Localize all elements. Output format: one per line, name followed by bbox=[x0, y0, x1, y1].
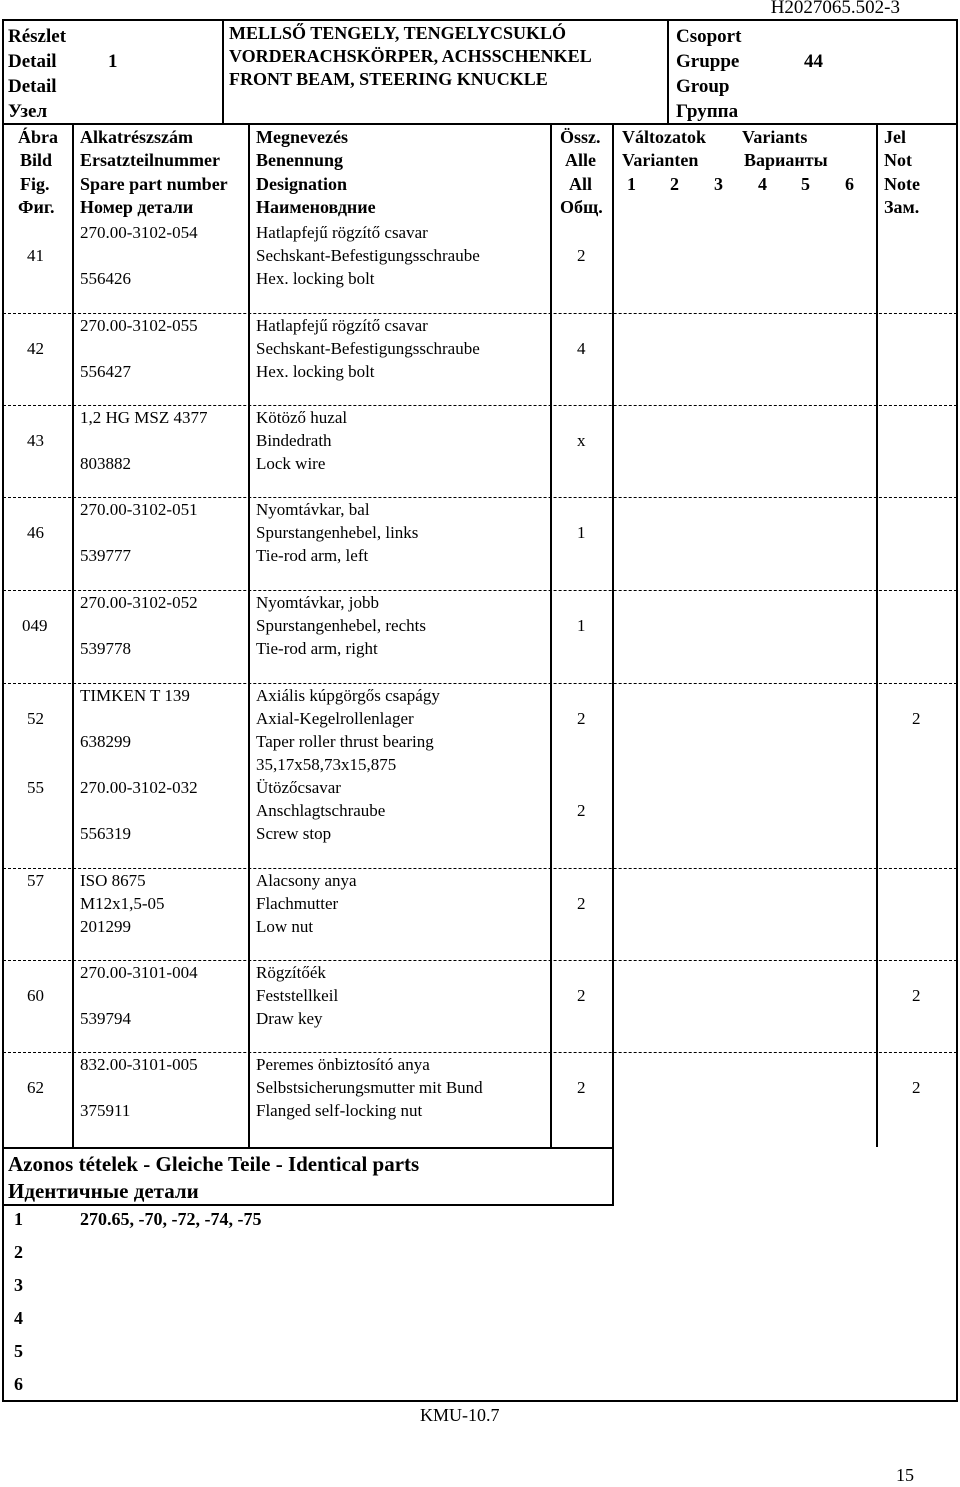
variant-number: 6 bbox=[845, 174, 854, 194]
col-line-name bbox=[550, 123, 552, 1147]
identical-box-bottom bbox=[2, 1204, 614, 1206]
row-note: 2 bbox=[912, 1078, 921, 1097]
row-designation: Hex. locking bolt bbox=[256, 269, 375, 288]
row-designation: Nyomtávkar, bal bbox=[256, 500, 370, 519]
row-designation: Tie-rod arm, right bbox=[256, 639, 378, 658]
row-designation: Lock wire bbox=[256, 454, 326, 473]
col-qty-en: All bbox=[569, 174, 593, 194]
col-fig-hu: Ábra bbox=[18, 127, 58, 147]
group-label-en: Group bbox=[676, 76, 730, 97]
row-part-number: 201299 bbox=[80, 917, 131, 936]
header-divider bbox=[2, 123, 958, 125]
col-qty-de: Alle bbox=[565, 150, 596, 170]
col-qty-hu: Össz. bbox=[560, 127, 601, 147]
title-right-border bbox=[667, 19, 669, 125]
identical-title-ru: Идентичные детали bbox=[8, 1179, 199, 1203]
frame-left bbox=[2, 19, 4, 1402]
col-note-de: Not bbox=[884, 150, 912, 170]
row-fig: 43 bbox=[27, 431, 44, 450]
row-part-number: 375911 bbox=[80, 1101, 131, 1120]
row-part-number: 556427 bbox=[80, 362, 131, 381]
row-part-number: 1,2 HG MSZ 4377 bbox=[80, 408, 208, 427]
row-part-number: 556319 bbox=[80, 824, 131, 843]
detail-label-hu: Részlet bbox=[8, 26, 67, 47]
identical-item-number: 6 bbox=[14, 1374, 23, 1394]
col-fig-ru: Фиг. bbox=[18, 197, 55, 217]
row-fig: 46 bbox=[27, 523, 44, 542]
detail-number: 1 bbox=[108, 51, 118, 72]
row-designation: Hatlapfejű rögzítő csavar bbox=[256, 316, 428, 335]
row-part-number: 270.00-3102-032 bbox=[80, 778, 198, 797]
row-separator bbox=[3, 868, 957, 869]
row-designation: Spurstangenhebel, links bbox=[256, 523, 419, 542]
row-part-number: ISO 8675 bbox=[80, 871, 146, 890]
col-variants-hu: Változatok bbox=[622, 127, 706, 147]
title-de: VORDERACHSKÖRPER, ACHSSCHENKEL bbox=[229, 46, 592, 66]
row-designation: Axiális kúpgörgős csapágy bbox=[256, 686, 440, 705]
row-fig: 57 bbox=[27, 871, 44, 890]
row-designation: Anschlagtschraube bbox=[256, 801, 386, 820]
row-part-number: 270.00-3102-051 bbox=[80, 500, 198, 519]
row-quantity: 2 bbox=[577, 709, 586, 728]
row-part-number: 270.00-3102-054 bbox=[80, 223, 198, 242]
row-quantity: 4 bbox=[577, 339, 586, 358]
identical-item-number: 5 bbox=[14, 1341, 23, 1361]
title-en: FRONT BEAM, STEERING KNUCKLE bbox=[229, 69, 548, 89]
row-part-number: 539777 bbox=[80, 546, 131, 565]
page-number: 15 bbox=[896, 1465, 914, 1485]
row-fig: 60 bbox=[27, 986, 44, 1005]
row-designation: Ütözőcsavar bbox=[256, 778, 341, 797]
identical-box-top bbox=[2, 1147, 614, 1149]
row-quantity: 2 bbox=[577, 1078, 586, 1097]
row-quantity: 1 bbox=[577, 616, 586, 635]
row-designation: Feststellkeil bbox=[256, 986, 339, 1005]
row-fig: 55 bbox=[27, 778, 44, 797]
row-designation: Rögzítőék bbox=[256, 963, 326, 982]
row-quantity: 2 bbox=[577, 246, 586, 265]
variant-number: 2 bbox=[670, 174, 679, 194]
col-part-de: Ersatzteilnummer bbox=[80, 150, 220, 170]
row-designation: Tie-rod arm, left bbox=[256, 546, 369, 565]
group-label-hu: Csoport bbox=[676, 26, 742, 47]
col-name-hu: Megnevezés bbox=[256, 127, 348, 147]
variant-number: 1 bbox=[627, 174, 636, 194]
row-fig: 62 bbox=[27, 1078, 44, 1097]
row-designation: Draw key bbox=[256, 1009, 323, 1028]
row-note: 2 bbox=[912, 986, 921, 1005]
col-note-ru: Зам. bbox=[884, 197, 920, 217]
group-number: 44 bbox=[804, 51, 823, 72]
row-fig: 52 bbox=[27, 709, 44, 728]
row-designation: Flachmutter bbox=[256, 894, 339, 913]
detail-label-en: Detail bbox=[8, 76, 57, 97]
row-designation: Selbstsicherungsmutter mit Bund bbox=[256, 1078, 483, 1097]
row-part-number: 539794 bbox=[80, 1009, 131, 1028]
row-part-number: 539778 bbox=[80, 639, 131, 658]
row-part-number: 556426 bbox=[80, 269, 131, 288]
col-variants-en: Variants bbox=[742, 127, 808, 147]
col-line-part bbox=[248, 123, 250, 1147]
row-quantity: 1 bbox=[577, 523, 586, 542]
col-line-qty bbox=[612, 123, 614, 1206]
row-part-number: 832.00-3101-005 bbox=[80, 1055, 198, 1074]
col-name-de: Benennung bbox=[256, 150, 344, 170]
variant-number: 5 bbox=[801, 174, 810, 194]
title-left-border bbox=[222, 19, 224, 125]
row-part-number: 803882 bbox=[80, 454, 131, 473]
identical-item-number: 3 bbox=[14, 1275, 23, 1295]
row-designation: Alacsony anya bbox=[256, 871, 357, 890]
row-fig: 42 bbox=[27, 339, 44, 358]
row-quantity: 2 bbox=[577, 894, 586, 913]
col-note-hu: Jel bbox=[884, 127, 906, 147]
col-variants-de: Varianten bbox=[622, 150, 699, 170]
col-note-en: Note bbox=[884, 174, 920, 194]
col-qty-ru: Общ. bbox=[560, 197, 603, 217]
group-label-ru: Группа bbox=[676, 101, 739, 122]
row-designation: Sechskant-Befestigungsschraube bbox=[256, 246, 480, 265]
identical-item-number: 4 bbox=[14, 1308, 23, 1328]
row-designation: Taper roller thrust bearing bbox=[256, 732, 434, 751]
col-part-en: Spare part number bbox=[80, 174, 228, 194]
row-part-number: M12x1,5-05 bbox=[80, 894, 165, 913]
row-designation: Low nut bbox=[256, 917, 314, 936]
detail-label-de: Detail bbox=[8, 51, 57, 72]
col-name-en: Designation bbox=[256, 174, 348, 194]
col-fig-de: Bild bbox=[20, 150, 53, 170]
identical-item-number: 1 bbox=[14, 1209, 23, 1229]
col-part-ru: Номер детали bbox=[80, 197, 194, 217]
row-designation: Axial-Kegelrollenlager bbox=[256, 709, 414, 728]
row-designation: Screw stop bbox=[256, 824, 332, 843]
row-designation: Hatlapfejű rögzítő csavar bbox=[256, 223, 428, 242]
row-part-number: 638299 bbox=[80, 732, 131, 751]
row-part-number: 270.00-3101-004 bbox=[80, 963, 198, 982]
row-designation: 35,17x58,73x15,875 bbox=[256, 755, 397, 774]
row-designation: Sechskant-Befestigungsschraube bbox=[256, 339, 480, 358]
variant-number: 4 bbox=[758, 174, 767, 194]
frame-right bbox=[956, 19, 958, 1402]
title-hu: MELLSŐ TENGELY, TENGELYCSUKLÓ bbox=[229, 23, 566, 43]
row-note: 2 bbox=[912, 709, 921, 728]
col-part-hu: Alkatrészszám bbox=[80, 127, 193, 147]
col-fig-en: Fig. bbox=[20, 174, 50, 194]
row-quantity: x bbox=[577, 431, 586, 450]
row-quantity: 2 bbox=[577, 801, 586, 820]
row-designation: Spurstangenhebel, rechts bbox=[256, 616, 426, 635]
variant-number: 3 bbox=[714, 174, 723, 194]
row-part-number: 270.00-3102-055 bbox=[80, 316, 198, 335]
row-designation: Flanged self-locking nut bbox=[256, 1101, 423, 1120]
detail-label-ru: Узел bbox=[8, 101, 48, 122]
row-fig: 049 bbox=[22, 616, 48, 635]
row-designation: Peremes önbiztosító anya bbox=[256, 1055, 430, 1074]
row-designation: Hex. locking bolt bbox=[256, 362, 375, 381]
row-fig: 41 bbox=[27, 246, 44, 265]
row-designation: Kötöző huzal bbox=[256, 408, 348, 427]
identical-item-number: 2 bbox=[14, 1242, 23, 1262]
frame-top bbox=[2, 19, 958, 21]
identical-title: Azonos tételek - Gleiche Teile - Identical parts bbox=[8, 1152, 420, 1176]
footer-code: KMU-10.7 bbox=[420, 1405, 500, 1425]
row-designation: Nyomtávkar, jobb bbox=[256, 593, 380, 612]
col-line-fig bbox=[72, 123, 74, 1147]
row-part-number: 270.00-3102-052 bbox=[80, 593, 198, 612]
group-label-de: Gruppe bbox=[676, 51, 740, 72]
col-variants-ru: Варианты bbox=[744, 150, 828, 170]
row-designation: Bindedrath bbox=[256, 431, 332, 450]
identical-item-value: 270.65, -70, -72, -74, -75 bbox=[80, 1209, 262, 1229]
doc-code: H2027065.502-3 bbox=[770, 0, 900, 18]
col-name-ru: Наименовдние bbox=[256, 197, 376, 217]
row-quantity: 2 bbox=[577, 986, 586, 1005]
frame-bottom bbox=[2, 1400, 958, 1402]
row-part-number: TIMKEN T 139 bbox=[80, 686, 190, 705]
col-line-variants bbox=[876, 123, 878, 1147]
